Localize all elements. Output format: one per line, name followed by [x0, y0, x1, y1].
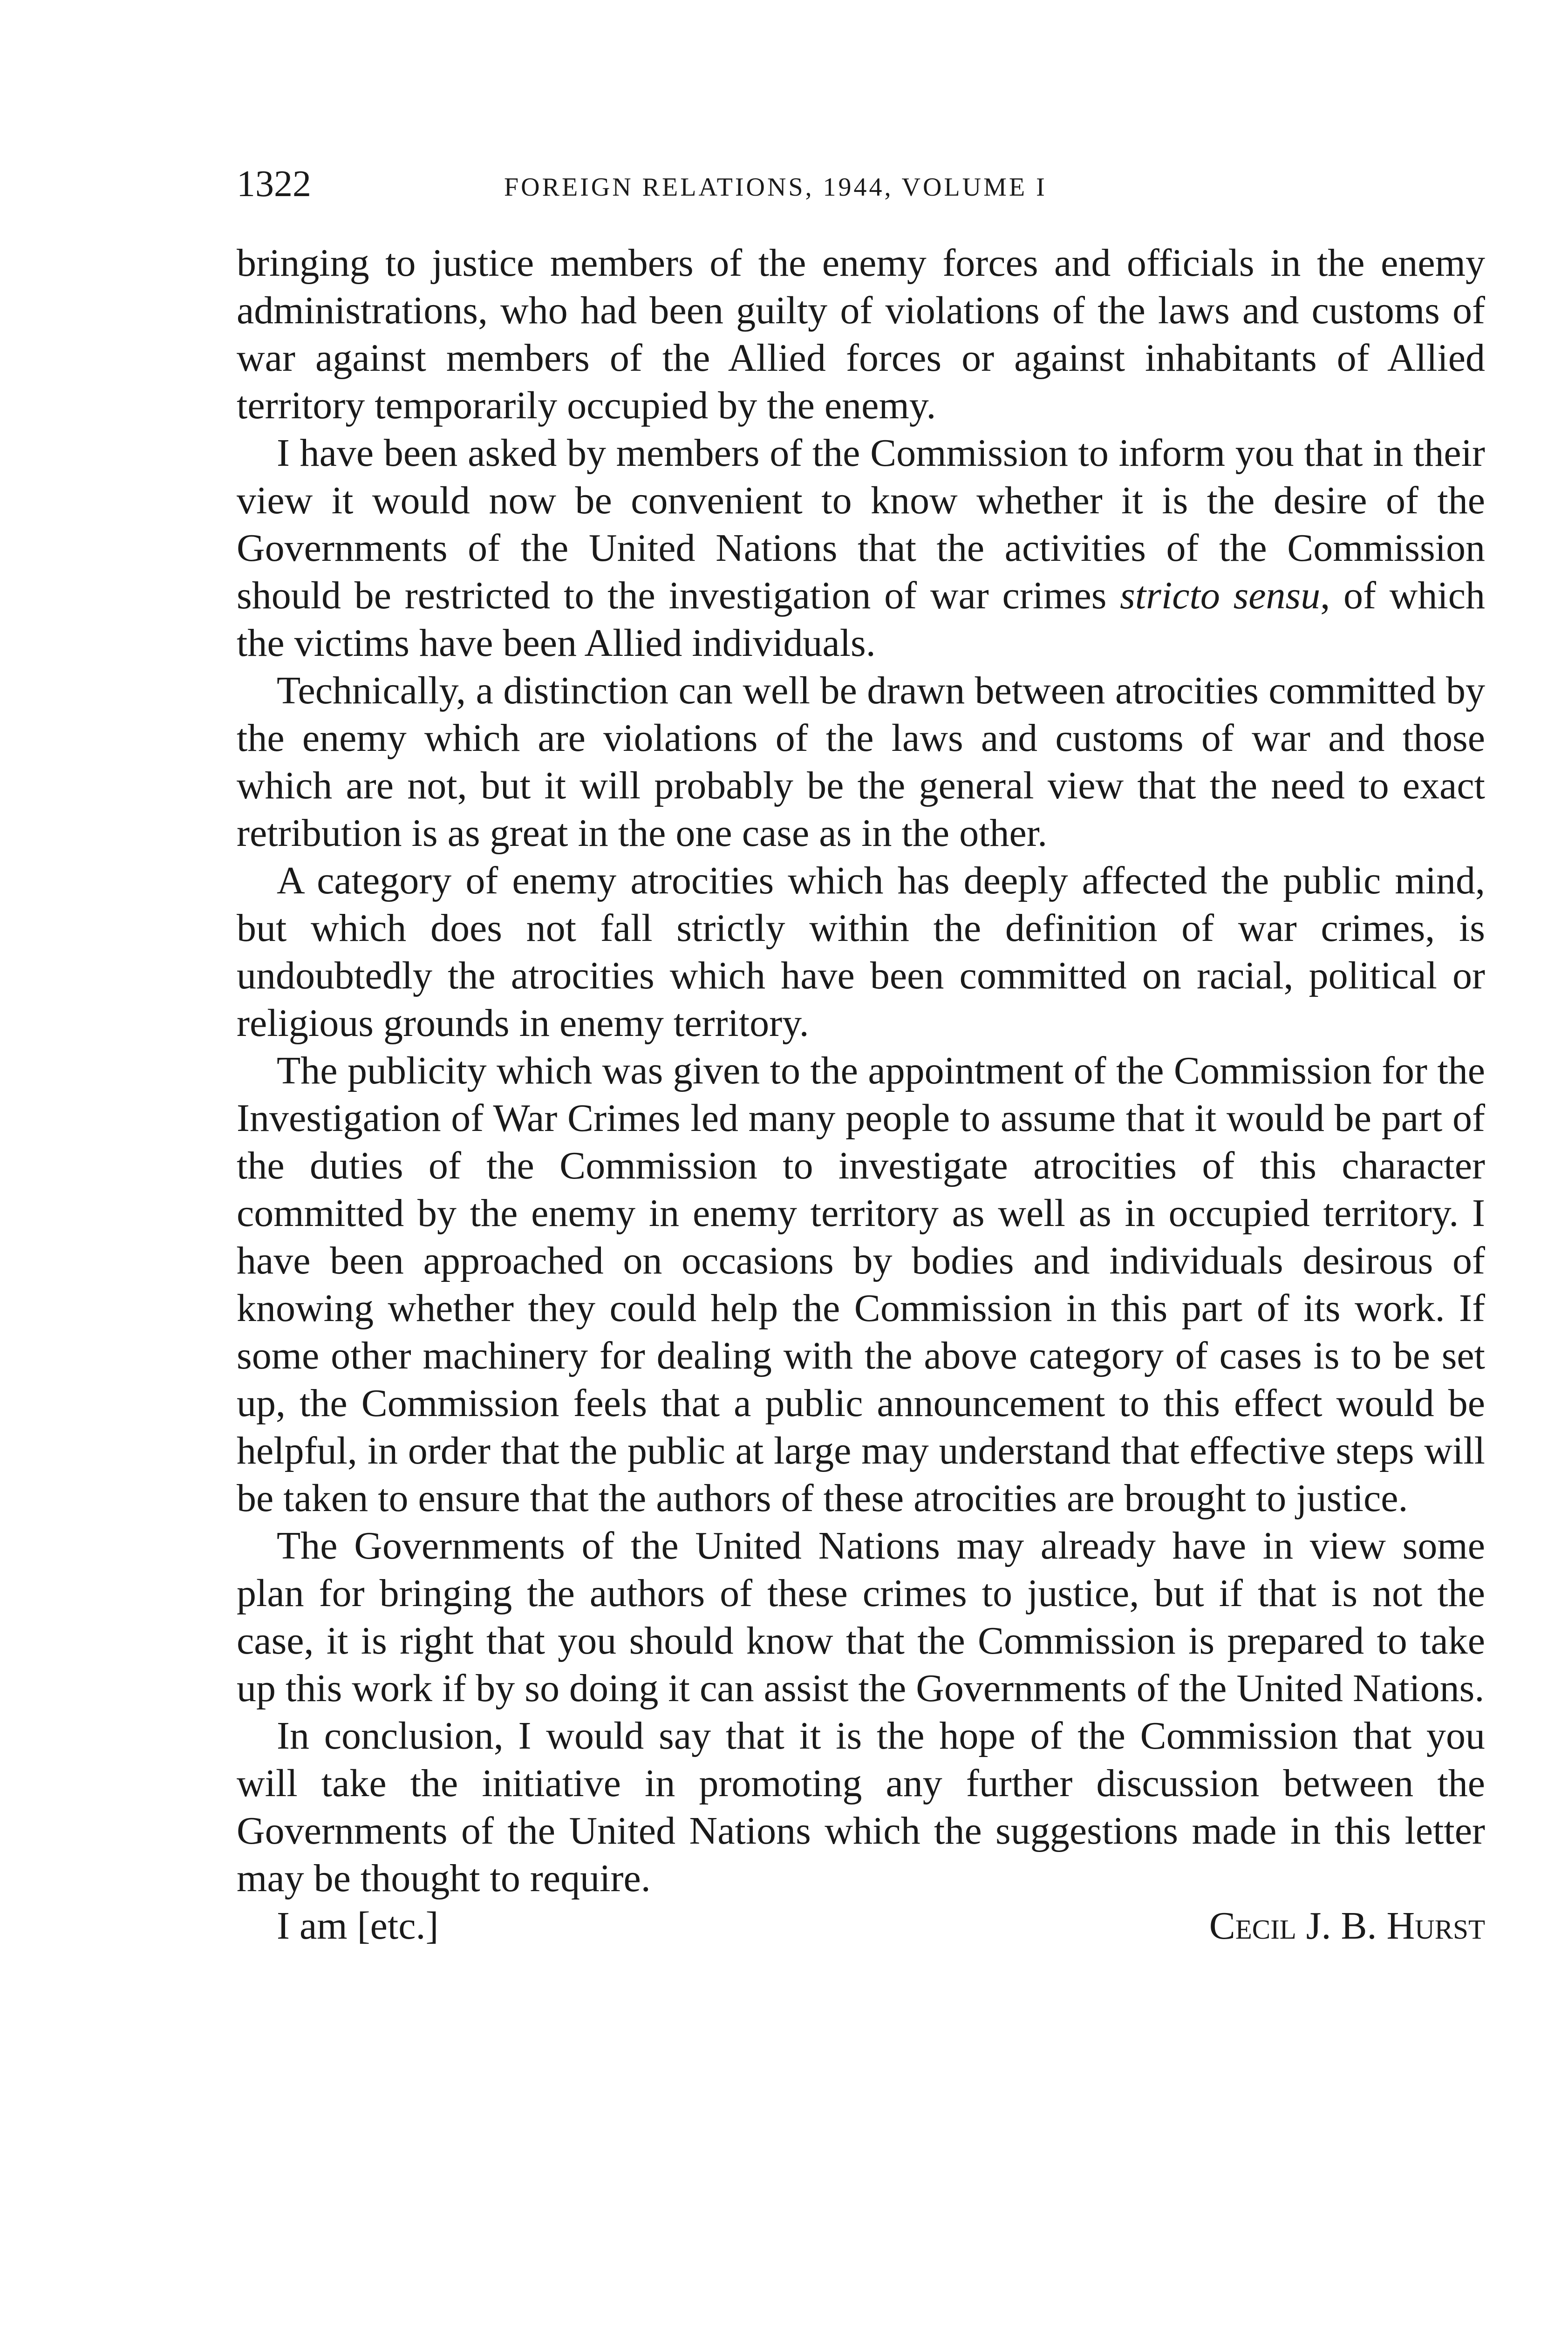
page-header — [237, 158, 1485, 210]
paragraph-2 — [237, 429, 1485, 667]
letter-body — [237, 239, 1485, 1950]
paragraph-7: In conclusion, I would say that it is the hope of the Commission that you will take the initiative in promoting any further discussion between the Governments of the United Nations which the suggestions made in this letter may be thought to require. — [237, 1714, 1485, 1900]
paragraph-6: The Governments of the United Nations may already have in view some plan for bringing the authors of these crimes to justice, but if that is not the case, it is right that you should know that the Commission is prepared to take up this work if by so doing it can assist the Governments of the United Nations. — [237, 1524, 1485, 1710]
paragraph-2-text-a: I have been asked by members of the Commission to inform you that in their view it would now be convenient to know whether it is the desire of the Governments of the United Nations that the activities of the Commission should be restricted to the investigation of war crimes — [237, 431, 1485, 617]
letter-closing — [237, 1902, 1485, 1950]
signature: Cecil J. B. Hurst — [1209, 1904, 1485, 1948]
paragraph-4: A category of enemy atrocities which has deeply affected the public mind, but which does not fall strictly within the definition of war crimes, is undoubtedly the atrocities which have been committed on racial, political or religious grounds in enemy territory. — [237, 859, 1485, 1045]
paragraph-2-text-b: , of which the victims have been Allied individuals. — [237, 574, 1485, 665]
paragraph-3: Technically, a distinction can well be drawn between atrocities committed by the enemy which are violations of the laws and customs of war and those which are not, but it will probably be the general view that the need to exact retribution is as great in the one case as in the other. — [237, 669, 1485, 855]
page-number: 1322 — [237, 163, 311, 204]
paragraph-5: The publicity which was given to the appointment of the Commission for the Investigation of War Crimes led many people to assume that it would be part of the duties of the Commission to investigate atrocities of this character committed by the enemy in enemy territory as well as in occupied territory. I have been approached on occasions by bodies and individuals desirous of knowing whether they could help the Commission in this part of its work. If some other machinery for dealing with the above category of cases is to be set up, the Commission feels that a public announcement to this effect would be helpful, in order that the public at large may understand that effective steps will be taken to ensure that the authors of these atrocities are brought to justice. — [237, 1049, 1485, 1520]
running-head: FOREIGN RELATIONS, 1944, VOLUME I — [504, 173, 1047, 202]
paragraph-1: bringing to justice members of the enemy forces and officials in the enemy administrations, who had been guilty of violations of the laws and customs of war against members of the Allied forces or against inhabitants of Allied territory temporarily occupied by the enemy. — [237, 241, 1485, 427]
paragraph-2-italic-term: stricto sensu — [1120, 574, 1321, 617]
closing-salutation: I am [etc.] — [277, 1904, 439, 1948]
